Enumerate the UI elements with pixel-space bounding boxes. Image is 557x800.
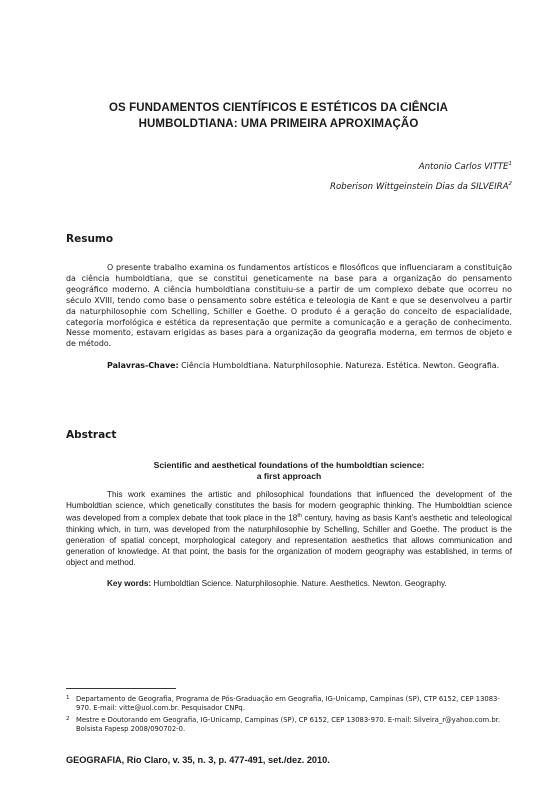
abstract-keywords [66, 578, 512, 589]
abstract-text-part-2: century, having as basis Kant’s aesthetic and teleological thinking which, in turn, was developed from the naturphilosophie by Schelling, Schiller and Goethe. The product is the generation of spatial concept, morphological category and representation aesthetics that allows communication and generation of knowledge. At that point, the basis for the organization of modern geography was established, in terms of object and method. [66, 513, 512, 567]
footnote-divider [66, 688, 176, 689]
article-title [60, 100, 497, 132]
author-2-name: Roberison Wittgeinstein Dias da SILVEIRA [330, 181, 509, 192]
author-1 [330, 156, 512, 176]
abstract-text-part-1: This work examines the artistic and philosophical foundations that influenced the development of the Humboldtian science, which genetically constitutes the basis for modern geographic thinking. The Humboldtian science was developed from a complex debate that took place in the 18 [66, 490, 512, 523]
footnote-1-mark: 1 [66, 695, 70, 701]
title-line-1: OS FUNDAMENTOS CIENTÍFICOS E ESTÉTICOS DA CIÊNCIA [108, 102, 449, 114]
resumo-keywords-text: Ciência Humboldtiana. Naturphilosophie. Natureza. Estética. Newton. Geografia. [181, 361, 500, 370]
footnote-2 [66, 716, 512, 734]
abstract-heading: Abstract [66, 429, 117, 441]
footnote-1-text: Departamento de Geografia, Programa de Pós-Graduação em Geografia, IG-Unicamp, Campinas (SP), CTP 6152, CEP 13083-970. E-mail: vitte@uol.com.br. Pesquisador CNPq. [76, 695, 500, 712]
abstract-subtitle-line-1: Scientific and aesthetical foundations of the humboldtian science: [153, 460, 425, 470]
abstract-subtitle-line-2: a first approach [256, 471, 322, 481]
resumo-heading: Resumo [66, 233, 114, 245]
resumo-paragraph: O presente trabalho examina os fundamentos artísticos e filosóficos que influenciaram a constituição da ciência humboldtiana, que se constitui geneticamente na base para a organização do pensamento geográfico moderno. A ciência humboldtiana constituiu-se a partir de um complexo debate que ocorreu no século XVIII, tendo como base o pensamento sobre estética e teleologia de Kant e que se desenvolveu a partir da naturphilosophie com Schelling, Schiller e Goethe. O produto é a geração do conceito de espacialidade, categoria morfológica e estética da representação que permite a comunicação e a geração de conhecimento. Nesse momento, estavam erigidas as bases para a organização da geografia moderna, em termos de objeto e de método. [66, 263, 512, 349]
abstract-paragraph [66, 489, 512, 568]
author-list [330, 156, 512, 196]
footnote-1 [66, 695, 512, 713]
author-2-mark: 2 [508, 180, 512, 187]
author-1-mark: 1 [508, 161, 512, 167]
abstract-text-superscript: th [297, 513, 302, 519]
author-1-name: Antonio Carlos VITTE [418, 161, 509, 172]
author-2 [330, 176, 512, 196]
resumo-keywords [66, 361, 512, 372]
abstract-subtitle [66, 460, 512, 482]
abstract-keywords-label: Key words: [107, 579, 152, 588]
resumo-keywords-label: Palavras-Chave: [107, 361, 179, 370]
abstract-keywords-text: Humboldtian Science. Naturphilosophie. Nature. Aesthetics. Newton. Geography. [153, 579, 447, 588]
journal-reference: GEOGRAFIA, Rio Claro, v. 35, n. 3, p. 477-491, set./dez. 2010. [66, 755, 330, 765]
footnote-2-text: Mestre e Doutorando em Geografia, IG-Unicamp, Campinas (SP), CP 6152, CEP 13083-970. E-mail: Silveira_r@yahoo.com.br. Bolsista Fapesp 2008/090702-0. [76, 716, 500, 733]
footnote-2-mark: 2 [66, 716, 70, 722]
title-line-2: HUMBOLDTIANA: UMA PRIMEIRA APROXIMAÇÃO [138, 118, 419, 130]
